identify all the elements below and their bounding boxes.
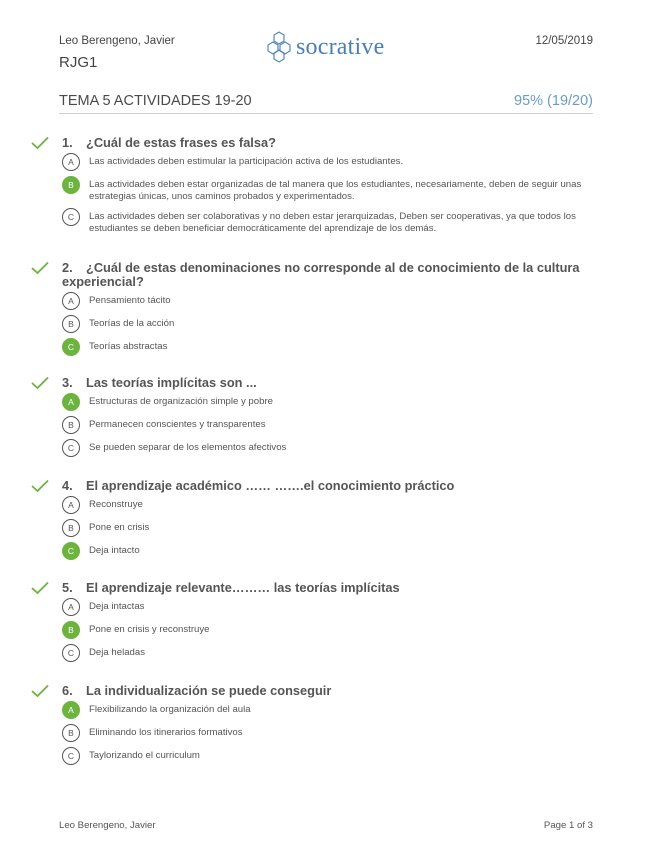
correct-answer-badge: B [62,176,80,194]
class-name: RJG1 [59,54,98,71]
question-number: 1. [62,135,73,150]
question-1 [31,136,591,240]
answer-option [62,598,591,616]
answer-text: Se pueden separar de los elementos afectivos [89,442,287,453]
answer-options [62,496,591,560]
answer-text: Deja intacto [89,545,140,556]
answer-letter-badge: C [62,644,80,662]
answer-text: Deja intactas [89,601,145,612]
question-title [62,136,591,150]
quiz-title: TEMA 5 ACTIVIDADES 19-20 [59,93,252,109]
answer-option [62,701,591,719]
question-title [62,581,591,595]
correct-check-icon [31,684,49,698]
header-divider [59,113,593,114]
answer-option [62,496,591,514]
question-text: Las teorías implícitas son ... [86,375,257,390]
answer-text: Pone en crisis y reconstruye [89,624,210,635]
answer-text: Deja heladas [89,647,146,658]
correct-answer-badge: C [62,338,80,356]
answer-option [62,439,591,457]
answer-text: Pensamiento tácito [89,295,171,306]
question-5 [31,581,591,667]
answer-letter-badge: C [62,439,80,457]
answer-option [62,153,591,171]
socrative-logo [264,31,384,63]
answer-options [62,292,591,356]
answer-letter-badge: A [62,153,80,171]
page-number: Page 1 of 3 [543,820,593,831]
answer-letter-badge: C [62,208,80,226]
correct-check-icon [31,261,49,275]
answer-text: Taylorizando el curriculum [89,750,200,761]
hexagon-cluster-icon [264,31,294,63]
answer-option [62,644,591,662]
correct-check-icon [31,376,49,390]
answer-text: Reconstruye [89,499,143,510]
answer-options [62,598,591,662]
student-name: Leo Berengeno, Javier [59,35,175,47]
question-title [62,376,591,390]
answer-text: Flexibilizando la organización del aula [89,704,251,715]
question-6 [31,684,591,770]
answer-text: Las actividades deben estimular la participación activa de los estudiantes. [89,156,404,167]
question-text: ¿Cuál de estas denominaciones no corresponde al de conocimiento de la cultura experiencial? [62,260,580,289]
answer-letter-badge: A [62,292,80,310]
answer-option [62,393,591,411]
answer-text: Teorías de la acción [89,318,175,329]
answer-option [62,747,591,765]
report-date: 12/05/2019 [535,35,593,47]
answer-option [62,292,591,310]
question-number: 5. [62,580,73,595]
correct-answer-badge: A [62,393,80,411]
question-title [62,479,591,493]
answer-option [62,176,591,203]
question-text: El aprendizaje académico …… …….el conocimiento práctico [86,478,455,493]
answer-text: Estructuras de organización simple y pobre [89,396,273,407]
answer-letter-badge: A [62,496,80,514]
question-text: ¿Cuál de estas frases es falsa? [86,135,276,150]
question-text: La individualización se puede conseguir [86,683,332,698]
question-4 [31,479,591,565]
answer-letter-badge: B [62,315,80,333]
answer-option [62,621,591,639]
question-title [62,261,591,289]
correct-answer-badge: C [62,542,80,560]
question-number: 6. [62,683,73,698]
answer-text: Teorías abstractas [89,341,168,352]
footer-student-name: Leo Berengeno, Javier [59,820,156,831]
answer-letter-badge: B [62,724,80,742]
question-number: 2. [62,260,73,275]
answer-text: Permanecen conscientes y transparentes [89,419,266,430]
answer-option [62,208,591,235]
answer-letter-badge: C [62,747,80,765]
answer-options [62,701,591,765]
question-number: 3. [62,375,73,390]
answer-letter-badge: B [62,416,80,434]
correct-answer-badge: A [62,701,80,719]
quiz-score: 95% (19/20) [514,93,593,109]
answer-option [62,338,591,356]
correct-check-icon [31,581,49,595]
question-number: 4. [62,478,73,493]
answer-text: Pone en crisis [89,522,150,533]
logo-text: socrative [296,33,385,60]
answer-letter-badge: A [62,598,80,616]
answer-option [62,542,591,560]
correct-check-icon [31,479,49,493]
correct-answer-badge: B [62,621,80,639]
correct-check-icon [31,136,49,150]
answer-option [62,315,591,333]
question-title [62,684,591,698]
question-2 [31,261,591,361]
answer-text: Eliminando los itinerarios formativos [89,727,243,738]
question-text: El aprendizaje relevante……… las teorías implícitas [86,580,400,595]
question-3 [31,376,591,462]
answer-options [62,153,591,235]
answer-options [62,393,591,457]
answer-option [62,416,591,434]
answer-text: Las actividades deben estar organizadas de tal manera que los estudiantes, necesariamente, deben de seguir unas estrategias únicas, unos caminos probados y experimentados. [89,179,582,202]
answer-option [62,519,591,537]
answer-option [62,724,591,742]
answer-letter-badge: B [62,519,80,537]
answer-text: Las actividades deben ser colaborativas y no deben estar jerarquizadas, Deben ser cooperativas, ya que todos los estudiantes se deben beneficiar democráticamente del aprendizaje de los demás. [89,211,576,234]
